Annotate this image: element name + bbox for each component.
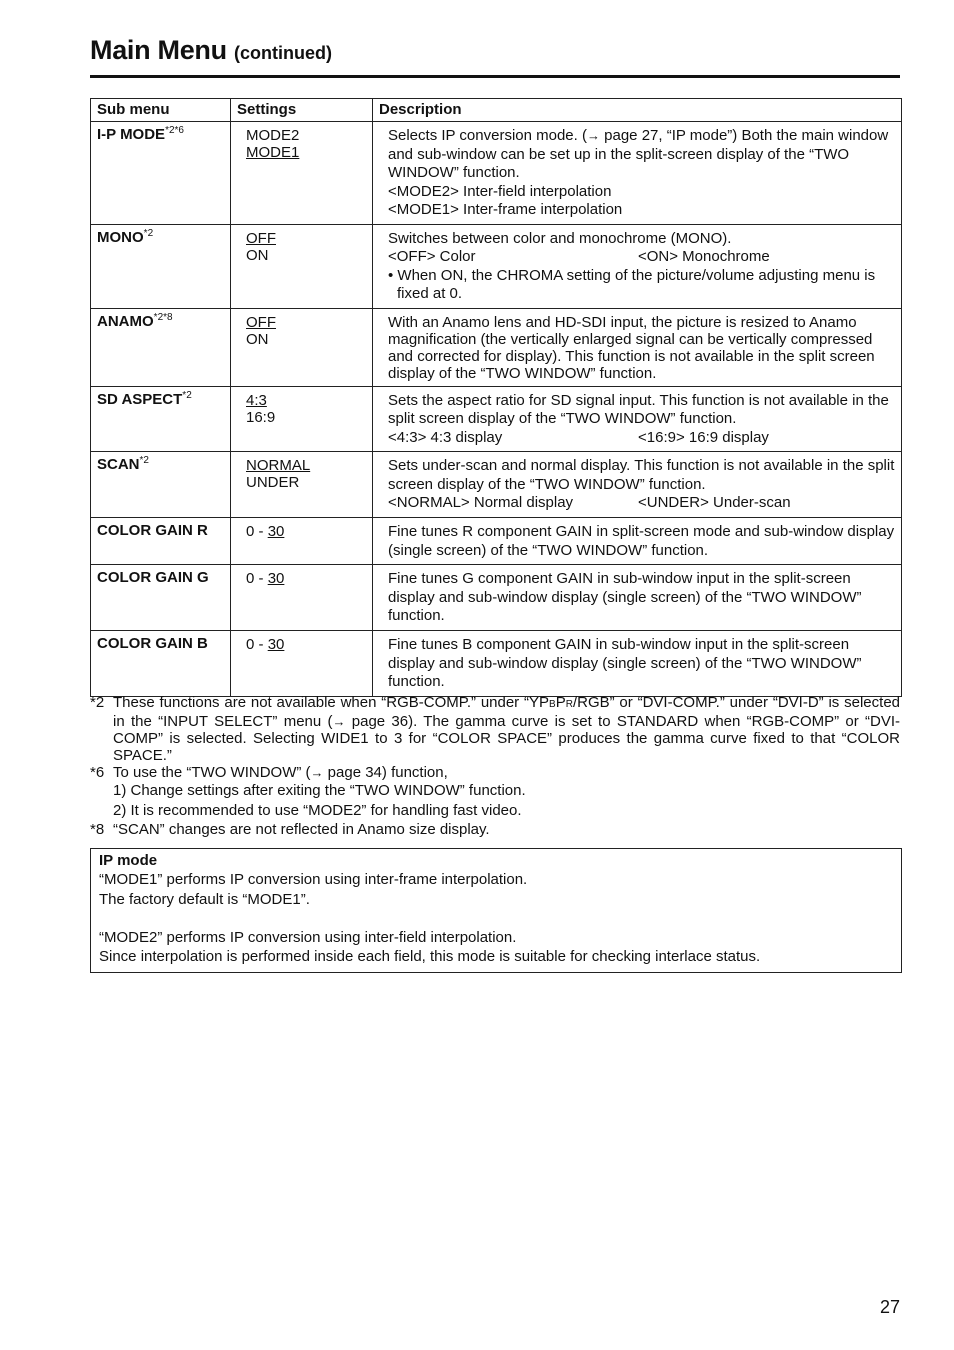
sub-menu-cell — [91, 122, 231, 225]
setting-option: UNDER — [246, 474, 300, 491]
menu-table — [90, 98, 902, 697]
option-left: <NORMAL> Normal display — [388, 494, 574, 511]
page-title-main: Main Menu — [90, 35, 227, 65]
table-row — [91, 308, 902, 386]
sub-menu-name: SD ASPECT — [97, 390, 183, 408]
range-prefix: 0 - — [246, 570, 268, 587]
table-row — [91, 452, 902, 518]
footnote-number: *2 — [90, 694, 105, 711]
option-right: <UNDER> Under-scan — [638, 494, 791, 511]
footnote-8 — [90, 820, 900, 839]
description-cell — [373, 224, 902, 308]
footnote-part: /RGB” or “DVI-COMP.” under “DVI-D” is selected in the “INPUT SELECT” menu ( — [113, 694, 900, 730]
option-pair — [388, 248, 896, 267]
description-part: page 27, “IP mode”) Both the main window and sub-window can be set up in the split-screen display of the “TWO WINDOW” function. — [388, 127, 889, 181]
table-row — [91, 565, 902, 631]
table-row — [91, 224, 902, 308]
sub-menu-name: I-P MODE — [97, 126, 166, 143]
range-default: 30 — [267, 636, 285, 653]
title-rule — [90, 75, 900, 78]
ip-mode-line: “MODE1” performs IP conversion using inter-frame interpolation. — [99, 871, 528, 889]
description-line: <MODE1> Inter-frame interpolation — [388, 201, 623, 218]
setting-option: 16:9 — [246, 408, 276, 426]
footnote-part: To use the “TWO WINDOW” ( — [113, 764, 311, 781]
sub-menu-cell — [91, 518, 231, 565]
description-text: Fine tunes R component GAIN in split-screen mode and sub-window display (single screen) of the “TWO WINDOW” function. — [388, 523, 895, 559]
description-text — [388, 127, 896, 183]
footnote-ref: *2 — [182, 389, 192, 401]
description-cell — [373, 308, 902, 386]
settings-cell — [231, 386, 373, 452]
footnote-text: “SCAN” changes are not reflected in Anamo size display. — [113, 821, 490, 838]
option-pair — [388, 494, 896, 513]
footnote-text — [113, 694, 900, 764]
ip-mode-line: Since interpolation is performed inside each field, this mode is suitable for checking interlace status. — [99, 948, 761, 966]
footnote-6 — [90, 764, 900, 781]
ip-mode-spacer — [99, 909, 895, 928]
footnote-2 — [90, 694, 900, 764]
sub-menu-cell — [91, 308, 231, 386]
description-cell — [373, 518, 902, 565]
sub-menu-cell — [91, 565, 231, 631]
footnote-ref: *2 — [139, 455, 149, 466]
setting-option: MODE2 — [246, 127, 300, 144]
description-text: Fine tunes G component GAIN in sub-window input in the split-screen display and sub-window display (single screen) of the “TWO WINDOW” function. — [388, 570, 862, 624]
settings-cell — [231, 308, 373, 386]
description-cell — [373, 386, 902, 452]
table-header-row — [91, 99, 902, 122]
page-title — [90, 30, 332, 73]
ip-mode-line: “MODE2” performs IP conversion using inter-field interpolation. — [99, 928, 517, 946]
table-row — [91, 631, 902, 697]
ip-mode-title: IP mode — [99, 852, 158, 869]
setting-option-default: OFF — [246, 229, 276, 247]
footnote-item: 1) Change settings after exiting the “TWO WINDOW” function. — [113, 782, 526, 799]
footnote-ref: *2*8 — [153, 311, 173, 323]
range-prefix: 0 - — [246, 636, 268, 653]
setting-option-default: NORMAL — [246, 457, 311, 474]
option-pair — [388, 429, 896, 448]
header-settings: Settings — [231, 99, 373, 122]
range-prefix: 0 - — [246, 523, 268, 540]
settings-cell — [231, 122, 373, 225]
table-row — [91, 122, 902, 225]
setting-option-default: MODE1 — [246, 144, 300, 161]
settings-cell — [231, 518, 373, 565]
arrow-icon: → — [332, 714, 346, 729]
sub-menu-name: COLOR GAIN B — [97, 635, 208, 652]
footnote-part: page 36). The gamma curve is set to STANDARD when “RGB-COMP” or “DVI-COMP” is selected. Selecting WIDE1 to 3 for “COLOR SPACE” produces the gamma curve fixed to that “COLOR SPACE.” — [113, 713, 900, 764]
option-right: <16:9> 16:9 display — [638, 428, 769, 446]
footnote-ref: *2*6 — [165, 125, 184, 136]
sub-menu-cell — [91, 631, 231, 697]
sub-menu-cell — [91, 224, 231, 308]
arrow-icon: → — [310, 765, 324, 780]
description-text: Fine tunes B component GAIN in sub-window input in the split-screen display and sub-window display (single screen) of the “TWO WINDOW” function. — [388, 636, 862, 690]
settings-cell — [231, 631, 373, 697]
description-text: Switches between color and monochrome (MONO). — [388, 229, 732, 247]
description-line: <MODE2> Inter-field interpolation — [388, 182, 612, 200]
description-part: Selects IP conversion mode. ( — [388, 127, 587, 144]
sub-menu-name: COLOR GAIN G — [97, 569, 209, 586]
page-number: 27 — [879, 1297, 900, 1317]
settings-cell — [231, 224, 373, 308]
bullet-note: • When ON, the CHROMA setting of the picture/volume adjusting menu is fixed at 0. — [388, 266, 876, 302]
footnotes — [90, 694, 900, 839]
setting-option-default: 4:3 — [246, 391, 267, 409]
sub-menu-name: COLOR GAIN R — [97, 522, 208, 539]
ip-mode-box — [90, 848, 902, 973]
settings-cell — [231, 452, 373, 518]
table-row — [91, 518, 902, 565]
description-cell — [373, 631, 902, 697]
arrow-icon: → — [586, 128, 600, 143]
sub-menu-name: SCAN — [97, 456, 140, 473]
description-cell — [373, 565, 902, 631]
description-text: Sets under-scan and normal display. This function is not available in the split screen display of the “TWO WINDOW” function. — [388, 457, 895, 493]
option-left: <4:3> 4:3 display — [388, 428, 503, 446]
sub-menu-cell — [91, 386, 231, 452]
footnote-text — [113, 764, 900, 781]
table-row — [91, 386, 902, 452]
description-text: With an Anamo lens and HD-SDI input, the picture is resized to Anamo magnification (the vertically enlarged signal can be vertically compressed and corrected for display). This function is not available in the split screen display of the “TWO WINDOW” function. — [388, 313, 875, 382]
footnote-item: 2) It is recommended to use “MODE2” for handling fast video. — [113, 801, 522, 819]
sub-menu-name: ANAMO — [97, 312, 154, 330]
footnote-part: P — [555, 694, 566, 711]
subscript: R — [565, 699, 573, 710]
option-right: <ON> Monochrome — [638, 248, 770, 265]
description-cell — [373, 122, 902, 225]
sub-menu-cell — [91, 452, 231, 518]
footnote-number: *6 — [90, 764, 105, 781]
footnote-number: *8 — [90, 821, 105, 838]
description-cell — [373, 452, 902, 518]
settings-cell — [231, 565, 373, 631]
setting-option: ON — [246, 330, 269, 348]
header-description: Description — [373, 99, 902, 122]
sub-menu-name: MONO — [97, 228, 144, 246]
footnote-part: page 34) function, — [323, 764, 448, 781]
option-left: <OFF> Color — [388, 248, 476, 265]
footnote-part: These functions are not available when “RGB-COMP.” under “YP — [113, 694, 550, 711]
page-title-continued: (continued) — [234, 43, 332, 63]
subscript: B — [549, 699, 556, 710]
ip-mode-line: The factory default is “MODE1”. — [99, 890, 310, 908]
range-default: 30 — [267, 570, 285, 587]
description-text: Sets the aspect ratio for SD signal input. This function is not available in the split screen display of the “TWO WINDOW” function. — [388, 391, 889, 427]
setting-option-default: OFF — [246, 313, 276, 331]
header-sub-menu: Sub menu — [91, 99, 231, 122]
setting-option: ON — [246, 246, 269, 264]
footnote-ref: *2 — [143, 227, 154, 239]
range-default: 30 — [267, 523, 285, 540]
